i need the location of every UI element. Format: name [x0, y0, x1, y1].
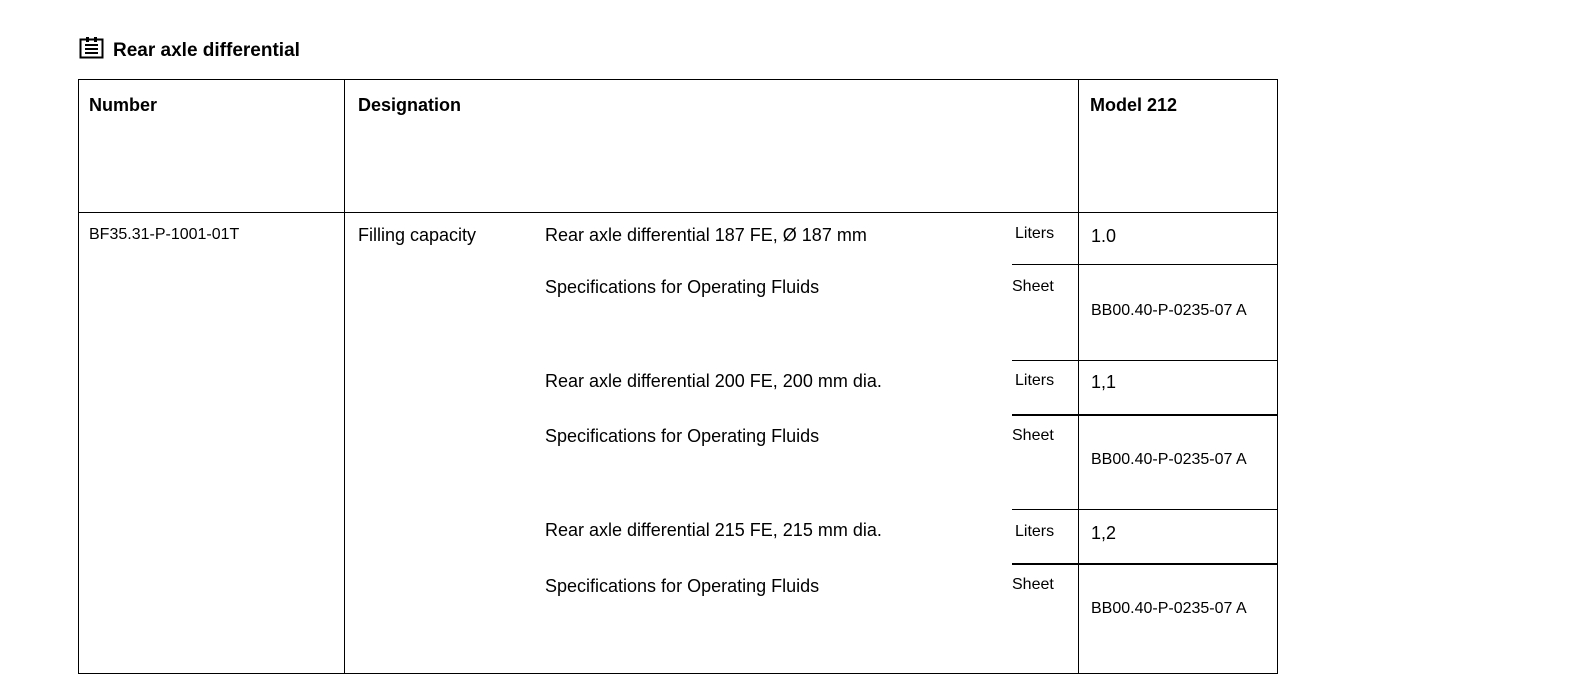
specification-table	[78, 79, 1278, 674]
header-model: Model 212	[1090, 95, 1178, 115]
section-title: Rear axle differential	[113, 40, 300, 61]
row-description: Rear axle differential 215 FE, 215 mm dia.	[545, 520, 882, 540]
category-label: Filling capacity	[358, 225, 477, 245]
row-description: Specifications for Operating Fluids	[545, 576, 820, 596]
header-number: Number	[89, 95, 158, 115]
section-header	[79, 33, 300, 63]
row-unit: Liters	[1015, 523, 1055, 540]
row-sheet-reference: BB00.40-P-0235-07 A	[1091, 451, 1247, 468]
row-unit: Liters	[1015, 372, 1055, 389]
list-icon	[79, 36, 105, 60]
row-description: Specifications for Operating Fluids	[545, 426, 820, 446]
row-unit: Sheet	[1012, 278, 1054, 295]
row-description: Specifications for Operating Fluids	[545, 277, 820, 297]
row-unit: Sheet	[1012, 576, 1054, 593]
row-sheet-reference: BB00.40-P-0235-07 A	[1091, 302, 1247, 319]
row-value: 1.0	[1091, 226, 1117, 246]
row-unit: Liters	[1015, 225, 1055, 242]
part-number: BF35.31-P-1001-01T	[89, 226, 240, 243]
row-unit: Sheet	[1012, 427, 1054, 444]
header-designation: Designation	[358, 95, 462, 115]
row-value: 1,1	[1091, 372, 1117, 392]
row-sheet-reference: BB00.40-P-0235-07 A	[1091, 600, 1247, 617]
row-description: Rear axle differential 187 FE, Ø 187 mm	[545, 225, 867, 245]
row-description: Rear axle differential 200 FE, 200 mm dia.	[545, 371, 882, 391]
row-value: 1,2	[1091, 523, 1117, 543]
